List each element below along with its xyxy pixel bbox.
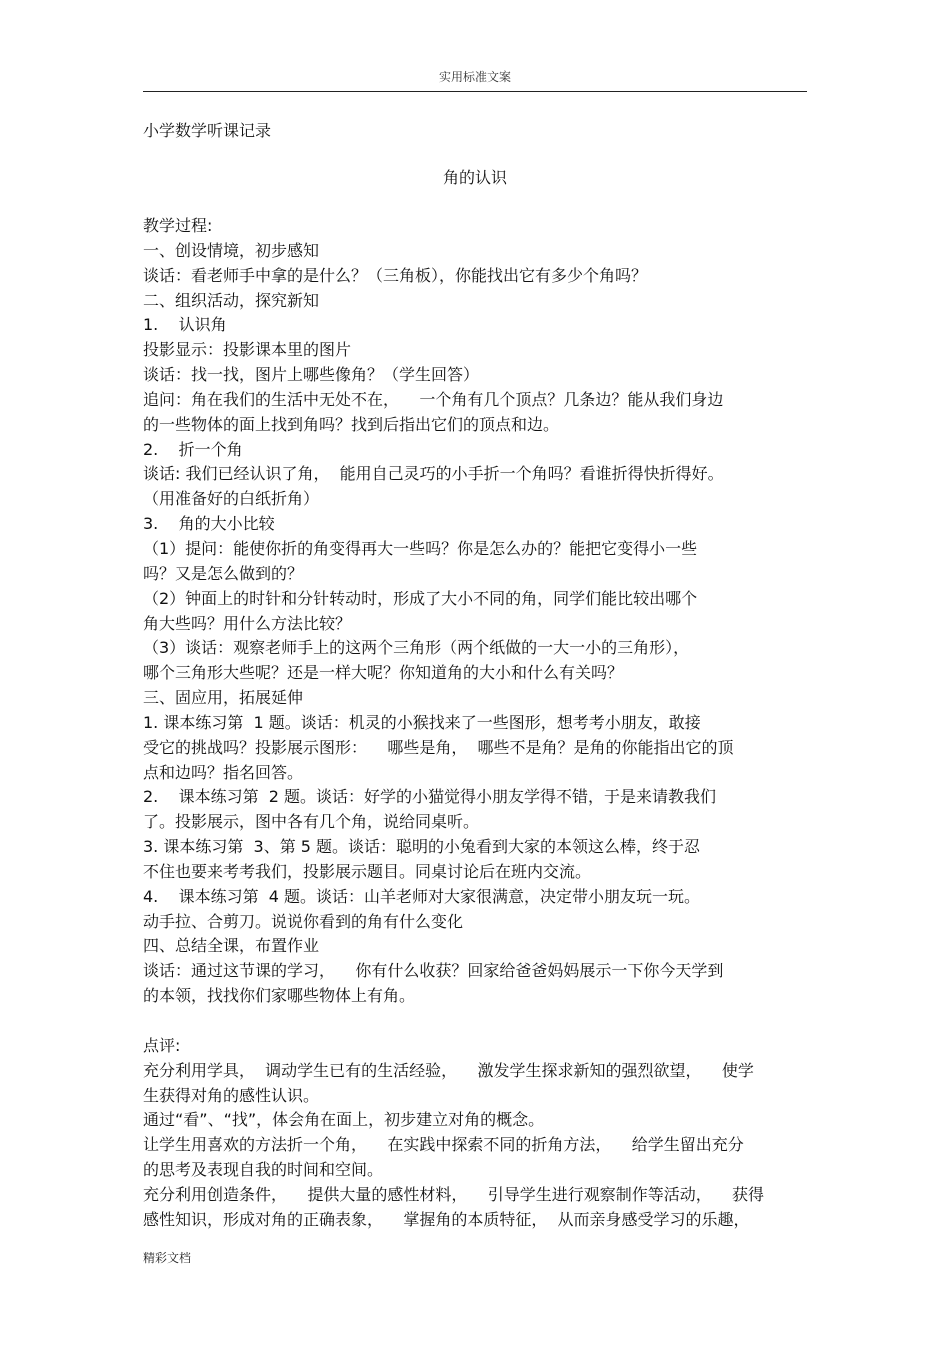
- text-line: 的思考及表现自我的时间和空间。: [143, 1160, 384, 1180]
- text-line: （用准备好的白纸折角）: [143, 489, 320, 509]
- text-line: 2. 折一个角: [143, 439, 243, 459]
- text-line: 的本领，找找你们家哪些物体上有角。: [143, 986, 416, 1006]
- text-line: 了。投影展示，图中各有几个角，说给同桌听。: [143, 812, 480, 832]
- document-body: [143, 214, 807, 1233]
- text-line: （3）谈话：观察老师手上的这两个三角形（两个纸做的一大一小的三角形），: [143, 638, 690, 658]
- text-line: （1）提问：能使你折的角变得再大一些吗？你是怎么办的？能把它变得小一些: [143, 538, 698, 558]
- text-line: [143, 1009, 807, 1034]
- text-line: 教学过程:: [143, 216, 213, 235]
- text-line: 不住也要来考考我们，投影展示题目。同桌讨论后在班内交流。: [143, 861, 592, 881]
- text-line: 吗？又是怎么做到的？: [143, 563, 304, 583]
- text-line: 通过“看”、“找”，体会角在面上，初步建立对角的概念。: [143, 1110, 545, 1130]
- text-line: 感性知识，形成对角的正确表象， 掌握角的本质特征， 从而亲身感受学习的乐趣，: [143, 1209, 750, 1229]
- text-line: 点评:: [143, 1035, 181, 1055]
- text-line: 哪个三角形大些呢？还是一样大呢？你知道角的大小和什么有关吗？: [143, 663, 624, 683]
- text-line: （2）钟面上的时针和分针转动时，形成了大小不同的角，同学们能比较出哪个: [143, 588, 698, 608]
- text-line: 2. 课本练习第 2 题。谈话：好学的小猫觉得小朋友学得不错，于是来请教我们: [143, 787, 717, 807]
- text-line: 3. 课本练习第 3、第 5 题。谈话：聪明的小兔看到大家的本领这么棒，终于忍: [143, 837, 701, 857]
- text-line: 生获得对角的感性认识。: [143, 1085, 320, 1105]
- text-line: 角大些吗？用什么方法比较？: [143, 613, 352, 633]
- text-line: 让学生用喜欢的方法折一个角， 在实践中探索不同的折角方法， 给学生留出充分: [143, 1135, 744, 1155]
- text-line: 4. 课本练习第 4 题。谈话：山羊老师对大家很满意，决定带小朋友玩一玩。: [143, 886, 701, 906]
- text-line: 三、固应用，拓展延伸: [143, 688, 304, 708]
- text-line: 谈话：找一找，图片上哪些像角？（学生回答）: [143, 365, 480, 385]
- text-line: 追问：角在我们的生活中无处不在， 一个角有几个顶点？几条边？能从我们身边: [143, 389, 724, 409]
- page-footer: 精彩文档: [143, 1251, 192, 1265]
- header-divider: [143, 91, 807, 92]
- text-line: 谈话：通过这节课的学习， 你有什么收获？回家给爸爸妈妈展示一下你今天学到: [143, 961, 724, 981]
- text-line: 点和边吗？指名回答。: [143, 762, 304, 782]
- lesson-title: 角的认识: [442, 168, 507, 187]
- text-line: 1. 课本练习第 1 题。谈话：机灵的小猴找来了一些图形，想考考小朋友，敢接: [143, 712, 701, 732]
- document-title: 小学数学听课记录: [143, 121, 272, 140]
- text-line: 1. 认识角: [143, 315, 227, 335]
- text-line: 3. 角的大小比较: [143, 514, 275, 534]
- text-line: 充分利用学具， 调动学生已有的生活经验， 激发学生探求新知的强烈欲望， 使学: [143, 1060, 754, 1080]
- text-line: 四、总结全课，布置作业: [143, 936, 320, 956]
- text-line: 一、创设情境，初步感知: [143, 240, 320, 260]
- text-line: 谈话: 我们已经认识了角， 能用自己灵巧的小手折一个角吗？看谁折得快折得好。: [143, 464, 724, 484]
- text-line: 动手拉、合剪刀。说说你看到的角有什么变化: [143, 911, 464, 931]
- text-line: 的一些物体的面上找到角吗？找到后指出它们的顶点和边。: [143, 414, 560, 434]
- page-header: 实用标准文案: [438, 70, 511, 84]
- text-line: 充分利用创造条件， 提供大量的感性材料， 引导学生进行观察制作等活动， 获得: [143, 1184, 765, 1204]
- text-line: 谈话：看老师手中拿的是什么？（三角板），你能找出它有多少个角吗？: [143, 265, 648, 285]
- text-line: 受它的挑战吗？投影展示图形： 哪些是角， 哪些不是角？是角的你能指出它的顶: [143, 737, 734, 757]
- text-line: 二、组织活动，探究新知: [143, 290, 320, 310]
- text-line: 投影显示：投影课本里的图片: [143, 340, 352, 360]
